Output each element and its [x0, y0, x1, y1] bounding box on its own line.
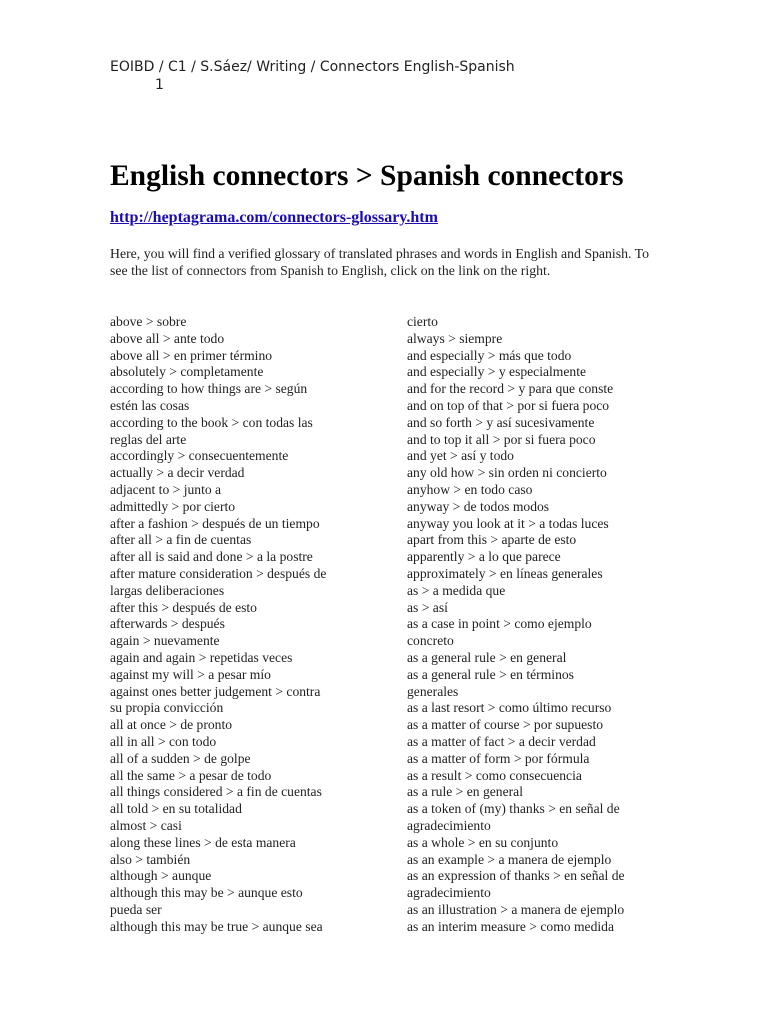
- glossary-line: as a matter of fact > a decir verdad: [407, 733, 596, 749]
- glossary-line: according to how things are > según: [110, 381, 308, 397]
- glossary-line: any old how > sin orden ni concierto: [407, 465, 607, 481]
- glossary-line: and for the record > y para que conste: [407, 381, 614, 397]
- glossary-line: after a fashion > después de un tiempo: [110, 515, 320, 531]
- glossary-line: almost > casi: [110, 817, 182, 833]
- glossary-link[interactable]: http://heptagrama.com/connectors-glossary.htm: [110, 209, 438, 226]
- glossary-line: largas deliberaciones: [110, 582, 225, 598]
- glossary-line: against ones better judgement > contra: [110, 683, 321, 699]
- glossary-line: above all > en primer término: [110, 347, 273, 363]
- glossary-line: anyway > de todos modos: [407, 498, 550, 514]
- glossary-line: afterwards > después: [110, 616, 225, 632]
- running-header: EOIBD / C1 / S.Sáez/ Writing / Connectors English-Spanish: [110, 59, 515, 75]
- glossary-line: as a general rule > en general: [407, 649, 567, 665]
- page-title: English connectors > Spanish connectors: [110, 160, 624, 192]
- glossary-line: above > sobre: [110, 314, 187, 329]
- glossary-line: as a general rule > en términos: [407, 666, 574, 682]
- glossary-line: apart from this > aparte de esto: [407, 532, 577, 548]
- glossary-line: and on top of that > por si fuera poco: [407, 397, 610, 413]
- glossary-line: as a rule > en general: [407, 784, 523, 800]
- glossary-line: after this > después de esto: [110, 599, 257, 615]
- glossary-line: all in all > con todo: [110, 733, 217, 749]
- glossary-line: all of a sudden > de golpe: [110, 750, 251, 766]
- glossary-line: accordingly > consecuentemente: [110, 448, 289, 464]
- glossary-line: again and again > repetidas veces: [110, 649, 293, 665]
- glossary-line: although > aunque: [110, 868, 212, 884]
- glossary-line: all things considered > a fin de cuentas: [110, 784, 322, 800]
- glossary-line: and yet > así y todo: [407, 448, 514, 464]
- glossary-line: apparently > a lo que parece: [407, 549, 561, 565]
- glossary-line: against my will > a pesar mío: [110, 666, 271, 682]
- glossary-line: adjacent to > junto a: [110, 481, 222, 497]
- glossary-line: as a token of (my) thanks > en señal de: [407, 801, 620, 817]
- glossary-line: although this may be > aunque esto: [110, 885, 303, 901]
- glossary-line: anyway you look at it > a todas luces: [407, 515, 609, 531]
- glossary-line: along these lines > de esta manera: [110, 834, 296, 850]
- glossary-line: above all > ante todo: [110, 330, 225, 346]
- glossary-line: estén las cosas: [110, 397, 190, 413]
- glossary-line: approximately > en líneas generales: [407, 565, 603, 581]
- glossary-line: after mature consideration > después de: [110, 565, 327, 581]
- glossary-line: as a case in point > como ejemplo: [407, 616, 592, 632]
- glossary-line: and especially > más que todo: [407, 347, 572, 363]
- glossary-line: actually > a decir verdad: [110, 465, 245, 481]
- page-number: 1: [155, 77, 164, 93]
- glossary-line: pueda ser: [110, 901, 162, 917]
- glossary-line: and especially > y especialmente: [407, 364, 587, 380]
- glossary-line: according to the book > con todas las: [110, 414, 313, 430]
- glossary-line: reglas del arte: [110, 431, 187, 447]
- glossary-line: also > también: [110, 851, 191, 867]
- glossary-line: as > así: [407, 599, 448, 615]
- glossary-line: and to top it all > por si fuera poco: [407, 431, 596, 447]
- intro-paragraph: Here, you will find a verified glossary of translated phrases and words in English and Spanish. To see the list of connectors from Spanish to English, click on the link on the right.: [110, 246, 650, 278]
- glossary-line: concreto: [407, 633, 454, 649]
- glossary-line: as a matter of course > por supuesto: [407, 717, 604, 733]
- glossary-line: agradecimiento: [407, 885, 491, 901]
- glossary-line: as an expression of thanks > en señal de: [407, 868, 625, 884]
- glossary-line: as an example > a manera de ejemplo: [407, 851, 612, 867]
- connectors-column-right: [407, 314, 625, 935]
- glossary-line: admittedly > por cierto: [110, 498, 236, 514]
- glossary-line: anyhow > en todo caso: [407, 481, 533, 497]
- glossary-line: generales: [407, 683, 459, 699]
- glossary-line: after all is said and done > a la postre: [110, 549, 313, 565]
- glossary-line: as a result > como consecuencia: [407, 767, 582, 783]
- glossary-line: after all > a fin de cuentas: [110, 532, 252, 548]
- glossary-line: and so forth > y así sucesivamente: [407, 414, 595, 430]
- glossary-line: although this may be true > aunque sea: [110, 918, 323, 934]
- glossary-line: absolutely > completamente: [110, 364, 264, 380]
- glossary-line: again > nuevamente: [110, 633, 220, 649]
- glossary-line: as > a medida que: [407, 582, 506, 598]
- glossary-line: all the same > a pesar de todo: [110, 767, 272, 783]
- glossary-line: as a matter of form > por fórmula: [407, 750, 590, 766]
- glossary-line: as a last resort > como último recurso: [407, 700, 612, 716]
- glossary-line: all at once > de pronto: [110, 717, 233, 733]
- glossary-line: always > siempre: [407, 330, 503, 346]
- glossary-line: agradecimiento: [407, 817, 491, 833]
- glossary-line: all told > en su totalidad: [110, 801, 242, 817]
- glossary-line: as an interim measure > como medida: [407, 918, 614, 934]
- glossary-line: as a whole > en su conjunto: [407, 834, 559, 850]
- glossary-line: su propia convicción: [110, 700, 224, 716]
- glossary-line: cierto: [407, 314, 438, 329]
- glossary-line: as an illustration > a manera de ejemplo: [407, 901, 625, 917]
- connectors-column-left: [110, 314, 326, 935]
